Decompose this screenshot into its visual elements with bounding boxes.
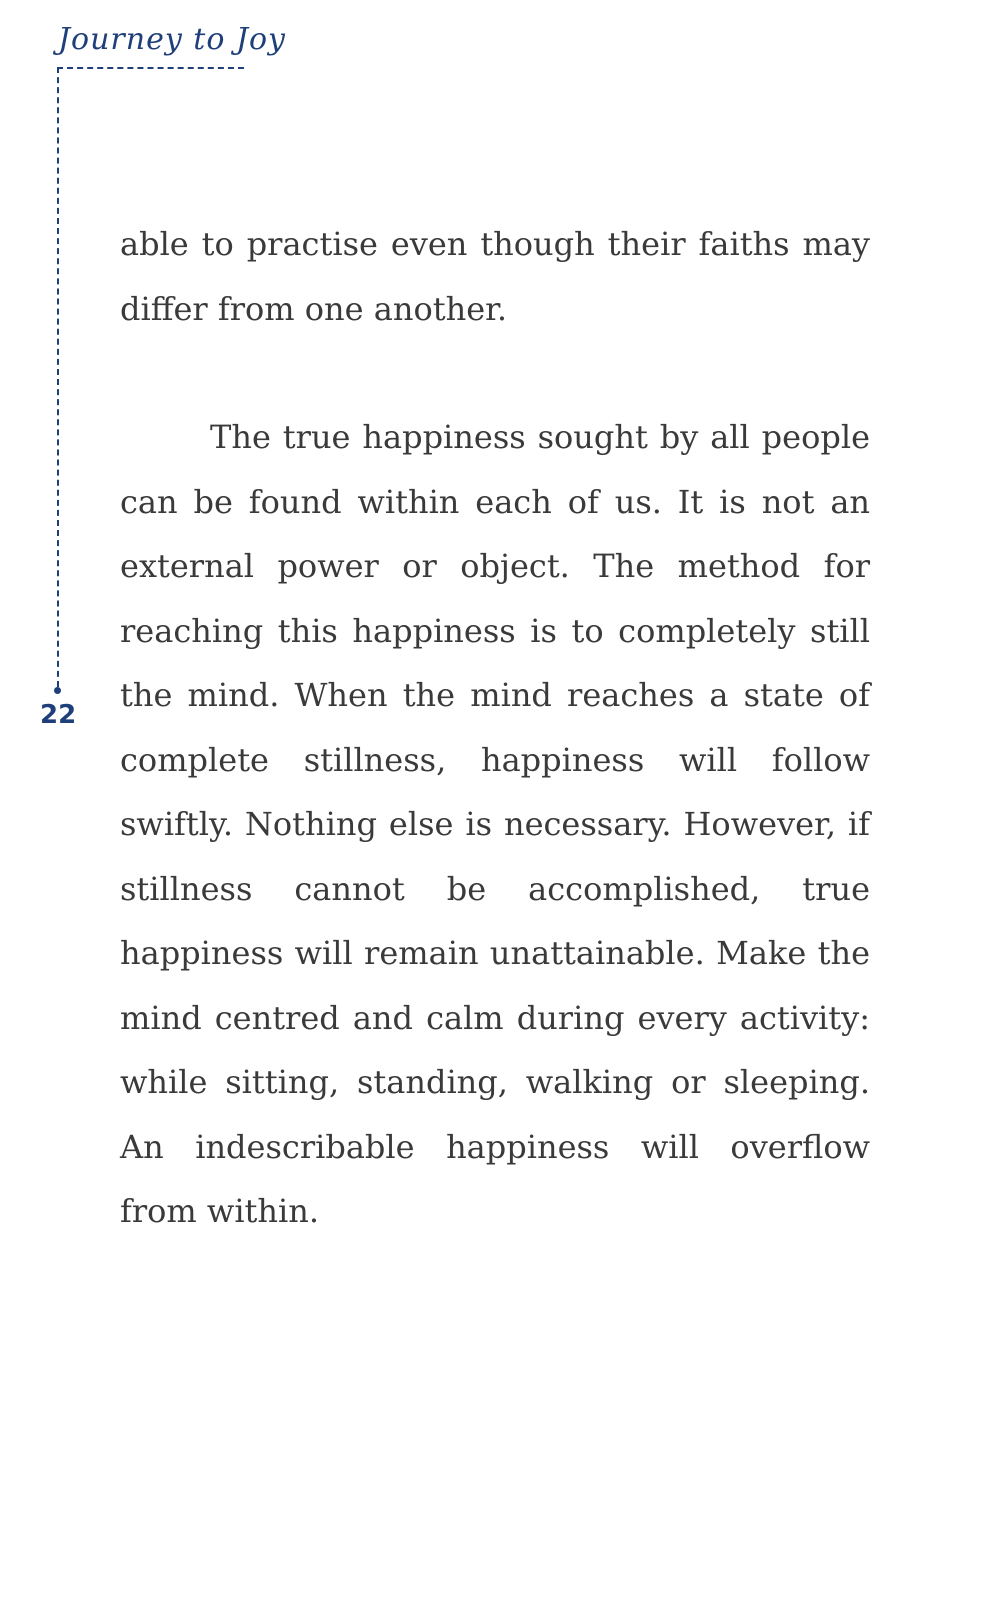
paragraph-2: The true happiness sought by all people can be found within each of us. It is not an external power or object. The method for reaching this happiness is to completely still the mind. When the mind reaches a state of complete stillness, happiness will follow swiftly. Nothing else is necessary. However, if stillness cannot be accomplished, true happiness will remain unattainable. Make the mind centred and calm during every activity: while sitting, standing, walking or sleeping. An indescribable happiness will overflow from within. xyxy=(120,418,870,1230)
paragraph-1: able to practise even though their faiths may differ from one another. xyxy=(120,225,870,328)
margin-dashed-rule xyxy=(57,67,59,687)
page-number: 22 xyxy=(40,700,77,730)
running-head-title: Journey to Joy xyxy=(58,22,286,57)
body-text xyxy=(120,212,870,1244)
margin-rule-dot xyxy=(54,687,61,694)
header-dashed-rule xyxy=(57,67,244,69)
